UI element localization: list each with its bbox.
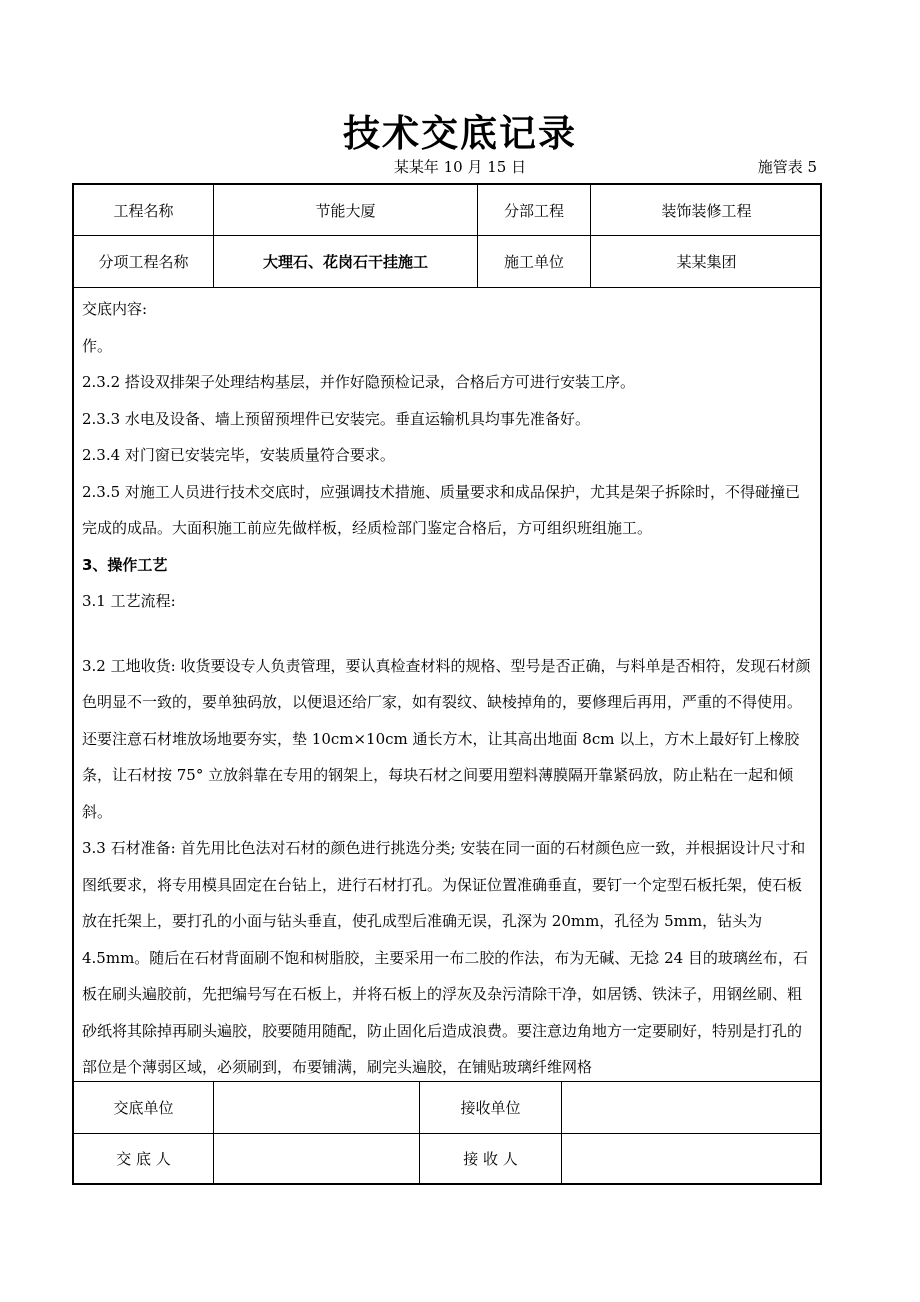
- sub-item-value: 大理石、花岗石干挂施工: [213, 236, 477, 287]
- paragraph: 3.2 工地收货: 收货要设专人负责管理，要认真检查材料的规格、型号是否正确，与料单是否相符，发现石材颜色明显不一致的，要单独码放，以便退还给厂家，如有裂纹、缺棱掉角的，要修理后再用，严重的不得使用。还要注意石材堆放场地要夯实，垫 10cm×10cm 通长方木，让其高出地面 8cm 以上，方木上最好钉上橡胶条，让石材按 75° 立放斜靠在专用的钢架上，每块石材之间要用塑料薄膜隔开靠紧码放，防止粘在一起和倾斜。: [82, 656, 811, 821]
- issuer-person-value: [213, 1134, 419, 1183]
- paragraph: 3.1 工艺流程:: [82, 592, 176, 610]
- sub-item-label: 分项工程名称: [98, 253, 189, 271]
- contractor-value: 某某集团: [590, 236, 822, 287]
- content-label: 交底内容:: [82, 300, 148, 318]
- flowchart-placeholder: [82, 620, 812, 648]
- paragraph: 作。: [82, 336, 113, 355]
- document-date: 某某年 10 月 15 日: [393, 158, 527, 176]
- project-name-value: 节能大厦: [213, 185, 477, 235]
- header-row-subitem: [74, 236, 820, 288]
- footer-row-units: [74, 1082, 820, 1134]
- division-value: 装饰装修工程: [590, 185, 822, 235]
- contractor-label: 施工单位: [477, 236, 590, 287]
- receiver-unit-value: [561, 1082, 822, 1133]
- paragraph: 2.3.3 水电及设备、墙上预留预埋件已安装完。垂直运输机具均事先准备好。: [82, 409, 590, 428]
- division-label: 分部工程: [477, 185, 590, 235]
- paragraph: 2.3.2 搭设双排架子处理结构基层，并作好隐预检记录，合格后方可进行安装工序。: [82, 373, 635, 391]
- project-name-label: 工程名称: [113, 201, 174, 220]
- receiver-person-value: [561, 1134, 822, 1183]
- form-number: 施管表 5: [757, 158, 817, 176]
- receiver-unit-label: 接收单位: [419, 1082, 561, 1133]
- paragraph: 2.3.4 对门窗已安装完毕，安装质量符合要求。: [82, 446, 395, 464]
- header-row-project: [74, 185, 820, 236]
- record-table: [72, 183, 822, 1185]
- disclosure-content: [74, 288, 820, 1082]
- issuer-unit-label: 交底单位: [113, 1099, 174, 1117]
- footer-row-persons: [74, 1134, 820, 1183]
- document-title: 技术交底记录: [343, 112, 577, 155]
- issuer-unit-value: [213, 1082, 419, 1133]
- paragraph: 2.3.5 对施工人员进行技术交底时，应强调技术措施、质量要求和成品保护，尤其是架子拆除时，不得碰撞已完成的成品。大面积施工前应先做样板，经质检部门鉴定合格后，方可组织班组施工。: [82, 482, 800, 537]
- paragraph: 3.3 石材准备: 首先用比色法对石材的颜色进行挑选分类; 安装在同一面的石材颜色应一致，并根据设计尺寸和图纸要求，将专用模具固定在台钻上，进行石材打孔。为保证位置准确垂直，要钉一个定型石板托架，使石板放在托架上，要打孔的小面与钻头垂直，使孔成型后准确无误，孔深为 20mm，孔径为 5mm，钻头为 4.5mm。随后在石材背面刷不饱和树脂胶，主要采用一布二胶的作法，布为无碱、无捻 24 目的玻璃丝布，石板在刷头遍胶前，先把编号写在石板上，并将石板上的浮灰及杂污清除干净，如居锈、铁沫子，用钢丝刷、粗砂纸将其除掉再刷头遍胶，胶要随用随配，防止固化后造成浪费。要注意边角地方一定要刷好，特别是打孔的部位是个薄弱区域，必须刷到，布要铺满，刷完头遍胶，在铺贴玻璃纤维网格: [82, 839, 808, 1076]
- section-heading: 3、操作工艺: [82, 555, 168, 574]
- issuer-person-label: 交 底 人: [116, 1150, 171, 1168]
- receiver-person-label: 接 收 人: [419, 1134, 561, 1183]
